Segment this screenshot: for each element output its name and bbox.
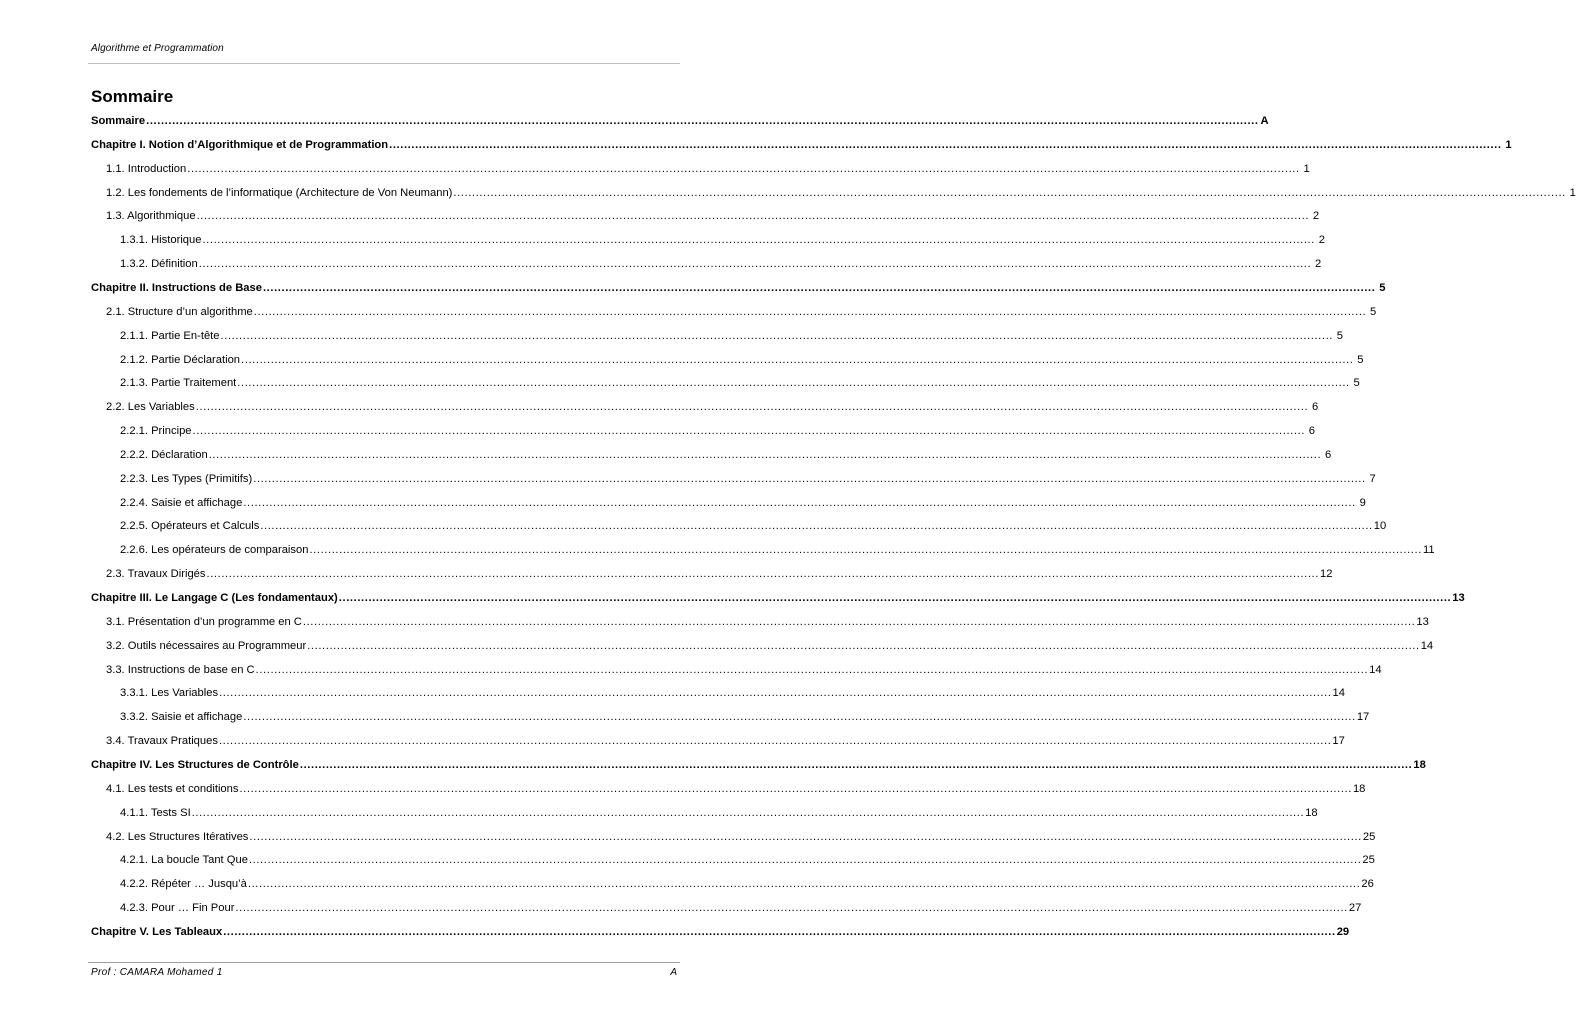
toc-entry-label: 4.1. Les tests et conditions bbox=[106, 782, 239, 795]
toc-leader-dots: ............................................................................................................................................................................................................................................................................................................ bbox=[192, 425, 1306, 438]
toc-entry-label: Sommaire bbox=[91, 115, 146, 127]
toc-leader-dots: ............................................................................................................................................................................................................................................................................................................ bbox=[196, 210, 1310, 223]
toc-entry-label: 3.3. Instructions de base en C bbox=[106, 663, 255, 676]
toc-entry[interactable] bbox=[120, 349, 1364, 367]
toc-entry-page: 1 bbox=[1303, 162, 1310, 175]
footer-page-number: A bbox=[670, 967, 677, 978]
toc-leader-dots: ............................................................................................................................................................................................................................................................................................................ bbox=[187, 162, 1300, 175]
toc-leader-dots: ............................................................................................................................................................................................................................................................................................................ bbox=[218, 735, 1332, 748]
toc-entry[interactable] bbox=[106, 778, 1366, 796]
toc-leader-dots: ............................................................................................................................................................................................................................................................................................................ bbox=[237, 377, 1350, 390]
toc-entry-page: 29 bbox=[1336, 925, 1350, 938]
toc-entry[interactable] bbox=[120, 897, 1362, 915]
header-rule bbox=[88, 63, 680, 64]
toc-leader-dots: ............................................................................................................................................................................................................................................................................................................ bbox=[255, 663, 1369, 676]
toc-entry-label: 2.1.3. Partie Traitement bbox=[120, 377, 237, 390]
toc-entry-page: 6 bbox=[1324, 448, 1332, 461]
toc-leader-dots: ............................................................................................................................................................................................................................................................................................................ bbox=[453, 186, 1566, 199]
toc-entry-label: 2.2.6. Les opérateurs de comparaison bbox=[120, 544, 309, 557]
toc-entry-label: Chapitre I. Notion d’Algorithmique et de Programmation bbox=[91, 138, 389, 151]
toc-chapter-entry[interactable] bbox=[91, 754, 1426, 772]
toc-entry-label: 2.2.1. Principe bbox=[120, 425, 192, 438]
toc-entry-page: 25 bbox=[1362, 830, 1376, 843]
toc-entry-page: 27 bbox=[1348, 902, 1362, 915]
toc-entry[interactable] bbox=[120, 492, 1366, 510]
toc-leader-dots: ............................................................................................................................................................................................................................................................................................................ bbox=[249, 830, 1362, 843]
toc-chapter-entry[interactable] bbox=[91, 134, 1512, 152]
toc-entry-page: 18 bbox=[1305, 806, 1318, 819]
toc-entry-label: 3.4. Travaux Pratiques bbox=[106, 735, 218, 748]
toc-entry[interactable] bbox=[120, 802, 1318, 820]
toc-entry-page: 13 bbox=[1416, 615, 1429, 628]
toc-title: Sommaire bbox=[91, 87, 174, 106]
toc-entry-label: 2.2.3. Les Types (Primitifs) bbox=[120, 472, 253, 485]
toc-entry-page: 13 bbox=[1452, 592, 1465, 604]
toc-leader-dots: ............................................................................................................................................................................................................................................................................................................ bbox=[198, 258, 1312, 271]
toc-chapter-entry[interactable] bbox=[91, 587, 1465, 605]
footer-rule bbox=[88, 962, 680, 963]
toc-entry-page: 6 bbox=[1311, 401, 1319, 414]
toc-leader-dots: ............................................................................................................................................................................................................................................................................................................ bbox=[223, 925, 1336, 938]
toc-entry-label: Chapitre II. Instructions de Base bbox=[91, 281, 262, 294]
toc-entry-page: 5 bbox=[1370, 305, 1377, 318]
toc-entry[interactable] bbox=[106, 205, 1320, 223]
toc-entry[interactable] bbox=[106, 158, 1310, 176]
toc-entry[interactable] bbox=[120, 444, 1332, 462]
toc-entry[interactable] bbox=[120, 849, 1375, 867]
toc-entry-label: 1.3. Algorithmique bbox=[106, 210, 196, 223]
toc-entry-page: 26 bbox=[1361, 878, 1374, 891]
toc-entry-label: Chapitre III. Le Langage C (Les fondamentaux) bbox=[91, 592, 338, 604]
toc-entry[interactable] bbox=[120, 420, 1316, 438]
toc-entry[interactable] bbox=[106, 635, 1434, 653]
toc-entry-page: 7 bbox=[1369, 472, 1376, 485]
toc-entry-page: 18 bbox=[1352, 782, 1366, 795]
toc-entry-page: 18 bbox=[1413, 758, 1426, 771]
toc-leader-dots: ............................................................................................................................................................................................................................................................................................................ bbox=[253, 305, 1367, 318]
toc-entry-label: 1.3.1. Historique bbox=[120, 234, 202, 247]
toc-leader-dots: ............................................................................................................................................................................................................................................................................................................ bbox=[247, 878, 1361, 891]
toc-entry[interactable] bbox=[120, 706, 1370, 724]
toc-leader-dots: ............................................................................................................................................................................................................................................................................................................ bbox=[253, 472, 1366, 485]
toc-leader-dots: ............................................................................................................................................................................................................................................................................................................ bbox=[208, 448, 1322, 461]
toc-entry-label: 4.2. Les Structures Itératives bbox=[106, 830, 249, 843]
toc-entry-label: 1.2. Les fondements de l’informatique (Architecture de Von Neumann) bbox=[106, 186, 453, 199]
toc-leader-dots: ............................................................................................................................................................................................................................................................................................................ bbox=[243, 711, 1356, 724]
toc-entry-page: 1 bbox=[1569, 186, 1576, 199]
toc-leader-dots: ............................................................................................................................................................................................................................................................................................................ bbox=[146, 115, 1259, 127]
toc-entry-page: 17 bbox=[1332, 735, 1345, 748]
toc-entry-page: 25 bbox=[1362, 854, 1375, 867]
toc-entry[interactable] bbox=[120, 539, 1435, 557]
toc-entry[interactable] bbox=[106, 182, 1576, 200]
toc-entry-page: 9 bbox=[1359, 496, 1366, 509]
toc-entry[interactable] bbox=[106, 826, 1376, 844]
toc-entry-page: 14 bbox=[1332, 687, 1345, 700]
toc-leader-dots: ............................................................................................................................................................................................................................................................................................................ bbox=[195, 401, 1309, 414]
toc-entry-label: 3.3.1. Les Variables bbox=[120, 687, 219, 700]
toc-leader-dots: ............................................................................................................................................................................................................................................................................................................ bbox=[202, 234, 1315, 247]
toc-entry-label: 4.2.2. Répéter … Jusqu’à bbox=[120, 878, 247, 891]
toc-entry-label: 2.2.5. Opérateurs et Calculs bbox=[120, 520, 260, 533]
toc-entry[interactable] bbox=[120, 325, 1343, 343]
toc-leader-dots: ............................................................................................................................................................................................................................................................................................................ bbox=[220, 329, 1333, 342]
toc-entry[interactable] bbox=[120, 468, 1376, 486]
toc-entry-label: 3.3.2. Saisie et affichage bbox=[120, 711, 243, 724]
toc-entry-label: 2.1. Structure d’un algorithme bbox=[106, 305, 253, 318]
toc-entry-label: 2.1.2. Partie Déclaration bbox=[120, 353, 241, 366]
toc-entry-label: 4.2.1. La boucle Tant Que bbox=[120, 854, 248, 867]
toc-leader-dots: ............................................................................................................................................................................................................................................................................................................ bbox=[235, 902, 1348, 915]
toc-leader-dots: ............................................................................................................................................................................................................................................................................................................ bbox=[260, 520, 1373, 533]
toc-entry-label: 4.2.3. Pour … Fin Pour bbox=[120, 902, 235, 915]
toc-entry-label: Chapitre V. Les Tableaux bbox=[91, 925, 223, 938]
toc-leader-dots: ............................................................................................................................................................................................................................................................................................................ bbox=[248, 854, 1362, 867]
toc-entry-page: 2 bbox=[1318, 234, 1325, 247]
toc-entry-page: 5 bbox=[1353, 377, 1360, 390]
toc-entry-label: 2.2.4. Saisie et affichage bbox=[120, 496, 243, 509]
toc-entry-page: 5 bbox=[1336, 329, 1343, 342]
toc-entry-label: 3.2. Outils nécessaires au Programmeur bbox=[106, 639, 307, 652]
toc-chapter-entry[interactable] bbox=[91, 921, 1350, 939]
toc-leader-dots: ............................................................................................................................................................................................................................................................................................................ bbox=[243, 496, 1356, 509]
toc-entry[interactable] bbox=[120, 873, 1374, 891]
toc-entry[interactable] bbox=[120, 253, 1322, 271]
toc-entry-page: 17 bbox=[1356, 711, 1370, 724]
toc-entry[interactable] bbox=[106, 659, 1382, 677]
toc-entry[interactable] bbox=[106, 301, 1377, 319]
toc-entry-page: 2 bbox=[1312, 210, 1320, 223]
toc-leader-dots: ............................................................................................................................................................................................................................................................................................................ bbox=[219, 687, 1332, 700]
toc-entry-page: 2 bbox=[1315, 258, 1322, 271]
toc-entry-label: 2.2. Les Variables bbox=[106, 401, 195, 414]
toc-entry-label: 3.1. Présentation d’un programme en C bbox=[106, 615, 302, 628]
toc-leader-dots: ............................................................................................................................................................................................................................................................................................................ bbox=[302, 615, 1416, 628]
toc-entry-page: 5 bbox=[1379, 281, 1386, 294]
toc-entry-page: 10 bbox=[1373, 520, 1387, 533]
toc-entry-label: Chapitre IV. Les Structures de Contrôle bbox=[91, 758, 299, 771]
toc-leader-dots: ............................................................................................................................................................................................................................................................................................................ bbox=[239, 782, 1352, 795]
running-header: Algorithme et Programmation bbox=[91, 43, 224, 54]
toc-entry[interactable] bbox=[120, 515, 1387, 533]
toc-entry-label: 2.1.1. Partie En-tête bbox=[120, 329, 220, 342]
toc-entry[interactable] bbox=[120, 229, 1325, 247]
toc-entry-label: 2.2.2. Déclaration bbox=[120, 448, 208, 461]
toc-chapter-entry[interactable] bbox=[91, 277, 1386, 295]
toc-chapter-entry[interactable] bbox=[91, 110, 1269, 128]
footer-author: Prof : CAMARA Mohamed 1 bbox=[91, 967, 223, 978]
toc-leader-dots: ............................................................................................................................................................................................................................................................................................................ bbox=[299, 758, 1413, 771]
toc-leader-dots: ............................................................................................................................................................................................................................................................................................................ bbox=[262, 281, 1376, 294]
toc-entry-page: 5 bbox=[1357, 353, 1364, 366]
toc-entry-label: 2.3. Travaux Dirigés bbox=[106, 568, 206, 581]
toc-entry[interactable] bbox=[106, 396, 1319, 414]
toc-entry-page: 1 bbox=[1505, 138, 1512, 151]
toc-leader-dots: ............................................................................................................................................................................................................................................................................................................ bbox=[338, 592, 1452, 604]
toc-entry-page: 6 bbox=[1308, 425, 1316, 438]
toc-entry[interactable] bbox=[120, 682, 1345, 700]
toc-entry[interactable] bbox=[106, 563, 1333, 581]
toc-leader-dots: ............................................................................................................................................................................................................................................................................................................ bbox=[191, 806, 1305, 819]
toc-leader-dots: ............................................................................................................................................................................................................................................................................................................ bbox=[206, 568, 1319, 581]
toc-entry-page: 14 bbox=[1369, 663, 1382, 676]
toc-entry-page: A bbox=[1260, 115, 1269, 127]
toc-entry-page: 14 bbox=[1420, 639, 1434, 652]
toc-leader-dots: ............................................................................................................................................................................................................................................................................................................ bbox=[307, 639, 1420, 652]
toc-entry-label: 4.1.1. Tests SI bbox=[120, 806, 191, 819]
toc-leader-dots: ............................................................................................................................................................................................................................................................................................................ bbox=[241, 353, 1354, 366]
toc-entry-label: 1.1. Introduction bbox=[106, 162, 187, 175]
toc-entry-page: 11 bbox=[1422, 544, 1435, 557]
toc-leader-dots: ............................................................................................................................................................................................................................................................................................................ bbox=[389, 138, 1502, 151]
toc-entry[interactable] bbox=[120, 372, 1360, 390]
toc-entry[interactable] bbox=[106, 730, 1345, 748]
toc-leader-dots: ............................................................................................................................................................................................................................................................................................................ bbox=[309, 544, 1422, 557]
toc-entry-label: 1.3.2. Définition bbox=[120, 258, 198, 271]
toc-entry-page: 12 bbox=[1319, 568, 1333, 581]
toc-entry[interactable] bbox=[106, 611, 1429, 629]
